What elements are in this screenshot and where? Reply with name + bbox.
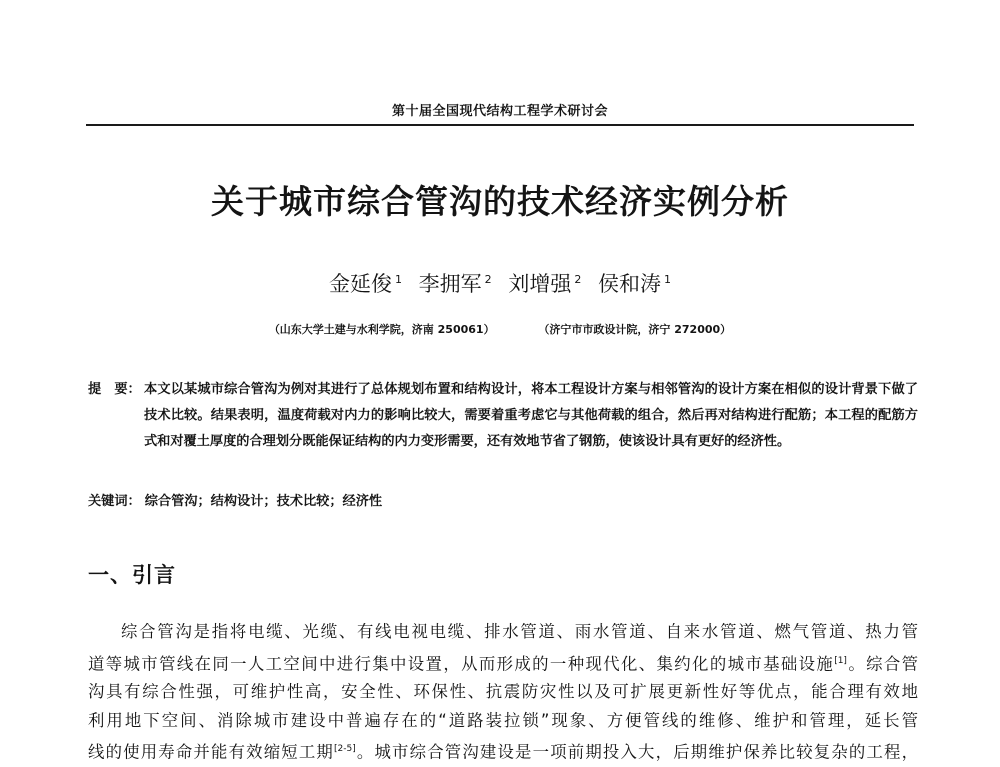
paragraph-line: 道等城市管线在同一人工空间中进行集中设置，从而形成的一种现代化、集约化的城市基础设施[1]。综合管 [88,653,919,673]
author-list [0,268,1000,298]
affiliations [0,321,1000,337]
paragraph-line: 综合管沟是指将电缆、光缆、有线电视电缆、排水管道、雨水管道、自来水管道、燃气管道、热力管 [121,622,918,641]
author: 金延俊 $^1$ [328,272,402,296]
author: 李拥军 $^2$ [418,272,492,296]
paragraph-line: 线的使用寿命并能有效缩短工期[2-5]。城市综合管沟建设是一项前期投入大，后期维护保养比较复杂的工程， [88,742,919,762]
affiliation: （山东大学土建与水利学院，济南 250061） [268,323,495,336]
keywords-label: 关键词： [88,494,141,509]
paragraph-line: 沟具有综合性强，可维护性高，安全性、环保性、抗震防灾性以及可扩展更新性好等优点，能合理有效地 [88,682,918,702]
keywords [88,490,918,509]
citation-ref: [2-5] [334,744,356,755]
citation-ref: [1] [834,655,847,666]
section-heading: 一、引言 [88,563,176,587]
keywords-text: 综合管沟；结构设计；技术比较；经济性 [144,494,383,509]
header-rule [86,124,914,126]
author: 刘增强 $^2$ [508,272,582,296]
abstract-label: 提 要： [88,382,141,397]
paragraph-line: 利用地下空间、消除城市建设中普遍存在的“道路装拉锁”现象、方便管线的维修、维护和管理，延长管 [88,710,918,730]
abstract [88,377,918,455]
paper-title: 关于城市综合管沟的技术经济实例分析 [211,182,789,221]
affiliation: （济宁市市政设计院，济宁 272000） [538,323,732,336]
abstract-text: 本文以某城市综合管沟为例对其进行了总体规划布置和结构设计，将本工程设计方案与相邻管沟的设计方案在相似的设计背景下做了技术比较。结果表明，温度荷载对内力的影响比较大，需要着重考虑它与其他荷载的组合，然后再对结构进行配筋；本工程的配筋方式和对覆土厚度的合理划分既能保证结构的内力变形需要，还有效地节省了钢筋，使该设计具有更好的经济性。 [144,382,918,449]
author: 侯和涛 $^1$ [598,272,672,296]
running-header: 第十届全国现代结构工程学术研讨会 [391,104,608,119]
body-paragraph [88,618,918,767]
